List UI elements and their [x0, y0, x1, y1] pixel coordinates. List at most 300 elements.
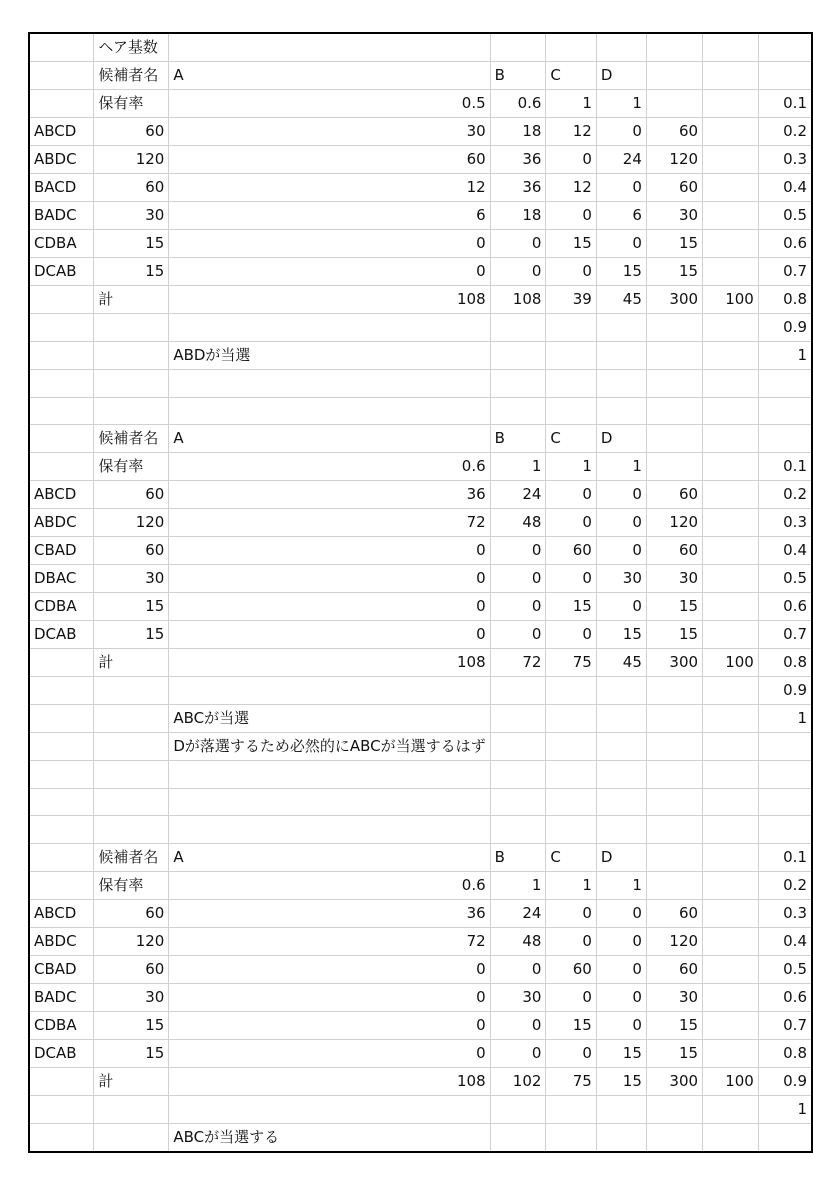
table-cell[interactable]: 60: [646, 899, 702, 927]
table-cell[interactable]: 30: [94, 202, 169, 230]
table-cell[interactable]: [29, 90, 94, 118]
table-cell[interactable]: 1: [596, 90, 646, 118]
table-cell[interactable]: 0.6: [490, 90, 546, 118]
table-cell[interactable]: 0.9: [758, 1067, 812, 1095]
table-cell[interactable]: 0: [546, 927, 596, 955]
table-cell[interactable]: 60: [94, 118, 169, 146]
table-cell[interactable]: 0.7: [758, 258, 812, 286]
table-cell[interactable]: 120: [646, 927, 702, 955]
table-cell[interactable]: [703, 342, 759, 370]
table-cell[interactable]: 0.7: [758, 621, 812, 649]
table-cell[interactable]: [29, 425, 94, 453]
table-cell[interactable]: CDBA: [29, 1011, 94, 1039]
table-cell[interactable]: [29, 1123, 94, 1152]
table-cell[interactable]: 15: [646, 1039, 702, 1067]
table-cell[interactable]: [546, 788, 596, 816]
table-cell[interactable]: 48: [490, 509, 546, 537]
table-cell[interactable]: [646, 314, 702, 342]
table-cell[interactable]: 0: [169, 1039, 490, 1067]
table-cell[interactable]: 0: [169, 1011, 490, 1039]
table-cell[interactable]: 60: [94, 537, 169, 565]
table-cell[interactable]: [758, 733, 812, 761]
table-cell[interactable]: [94, 1095, 169, 1123]
table-cell[interactable]: [703, 118, 759, 146]
table-cell[interactable]: 候補者名: [94, 425, 169, 453]
table-cell[interactable]: [94, 342, 169, 370]
table-cell[interactable]: [29, 370, 94, 398]
table-cell[interactable]: 120: [94, 509, 169, 537]
table-cell[interactable]: 0: [596, 230, 646, 258]
table-cell[interactable]: 12: [546, 174, 596, 202]
table-cell[interactable]: B: [490, 425, 546, 453]
table-cell[interactable]: 120: [646, 146, 702, 174]
table-cell[interactable]: 0.1: [758, 90, 812, 118]
table-cell[interactable]: 120: [646, 509, 702, 537]
table-cell[interactable]: 15: [546, 230, 596, 258]
table-cell[interactable]: 1: [596, 871, 646, 899]
table-cell[interactable]: [94, 816, 169, 844]
table-cell[interactable]: [94, 1123, 169, 1152]
table-cell[interactable]: 1: [758, 342, 812, 370]
table-cell[interactable]: 60: [646, 481, 702, 509]
table-cell[interactable]: [596, 761, 646, 789]
table-cell[interactable]: [703, 174, 759, 202]
table-cell[interactable]: [169, 816, 490, 844]
table-cell[interactable]: [646, 90, 702, 118]
table-cell[interactable]: [546, 761, 596, 789]
table-cell[interactable]: [29, 62, 94, 90]
table-cell[interactable]: [646, 705, 702, 733]
table-cell[interactable]: [703, 453, 759, 481]
table-cell[interactable]: 1: [546, 871, 596, 899]
table-cell[interactable]: 0: [490, 1039, 546, 1067]
table-cell[interactable]: [29, 816, 94, 844]
table-cell[interactable]: 0: [546, 146, 596, 174]
table-cell[interactable]: 0.3: [758, 899, 812, 927]
table-cell[interactable]: [703, 1011, 759, 1039]
table-cell[interactable]: 30: [490, 983, 546, 1011]
table-cell[interactable]: 0.5: [758, 955, 812, 983]
table-cell[interactable]: [703, 899, 759, 927]
table-cell[interactable]: [703, 33, 759, 62]
table-cell[interactable]: DBAC: [29, 565, 94, 593]
table-cell[interactable]: 15: [596, 1067, 646, 1095]
table-cell[interactable]: 108: [169, 649, 490, 677]
table-cell[interactable]: [490, 33, 546, 62]
table-cell[interactable]: [29, 33, 94, 62]
table-cell[interactable]: C: [546, 425, 596, 453]
table-cell[interactable]: 0: [596, 593, 646, 621]
table-cell[interactable]: 1: [490, 871, 546, 899]
table-cell[interactable]: [758, 788, 812, 816]
table-cell[interactable]: [546, 677, 596, 705]
table-cell[interactable]: 120: [94, 146, 169, 174]
table-cell[interactable]: [169, 33, 490, 62]
table-cell[interactable]: 30: [596, 565, 646, 593]
table-cell[interactable]: [703, 509, 759, 537]
table-cell[interactable]: 102: [490, 1067, 546, 1095]
table-cell[interactable]: [29, 761, 94, 789]
table-cell[interactable]: [29, 1095, 94, 1123]
table-cell[interactable]: 60: [646, 174, 702, 202]
table-cell[interactable]: 0.4: [758, 927, 812, 955]
table-cell[interactable]: [94, 733, 169, 761]
table-cell[interactable]: [703, 955, 759, 983]
table-cell[interactable]: B: [490, 843, 546, 871]
table-cell[interactable]: [646, 843, 702, 871]
table-cell[interactable]: [758, 397, 812, 425]
table-cell[interactable]: 12: [169, 174, 490, 202]
table-cell[interactable]: [758, 1123, 812, 1152]
table-cell[interactable]: [29, 677, 94, 705]
table-cell[interactable]: 12: [546, 118, 596, 146]
table-cell[interactable]: 保有率: [94, 871, 169, 899]
table-cell[interactable]: 36: [490, 174, 546, 202]
table-cell[interactable]: DCAB: [29, 258, 94, 286]
table-cell[interactable]: CBAD: [29, 955, 94, 983]
table-cell[interactable]: 0: [546, 202, 596, 230]
table-cell[interactable]: [29, 342, 94, 370]
table-cell[interactable]: 60: [94, 955, 169, 983]
table-cell[interactable]: [596, 397, 646, 425]
table-cell[interactable]: [596, 733, 646, 761]
table-cell[interactable]: C: [546, 843, 596, 871]
table-cell[interactable]: [94, 705, 169, 733]
table-cell[interactable]: 0.4: [758, 174, 812, 202]
table-cell[interactable]: ABCが当選する: [169, 1123, 490, 1152]
table-cell[interactable]: 100: [703, 1067, 759, 1095]
table-cell[interactable]: [646, 342, 702, 370]
table-cell[interactable]: A: [169, 62, 490, 90]
table-cell[interactable]: 60: [94, 899, 169, 927]
table-cell[interactable]: [490, 342, 546, 370]
table-cell[interactable]: 18: [490, 118, 546, 146]
table-cell[interactable]: [596, 1123, 646, 1152]
table-cell[interactable]: [546, 733, 596, 761]
table-cell[interactable]: [490, 370, 546, 398]
table-cell[interactable]: [490, 733, 546, 761]
table-cell[interactable]: 0.2: [758, 871, 812, 899]
table-cell[interactable]: BADC: [29, 202, 94, 230]
table-cell[interactable]: [94, 677, 169, 705]
table-cell[interactable]: [596, 33, 646, 62]
table-cell[interactable]: 1: [490, 453, 546, 481]
table-cell[interactable]: [546, 816, 596, 844]
table-cell[interactable]: [646, 1123, 702, 1152]
table-cell[interactable]: 0: [596, 983, 646, 1011]
table-cell[interactable]: 計: [94, 649, 169, 677]
table-cell[interactable]: [703, 733, 759, 761]
table-cell[interactable]: 15: [94, 258, 169, 286]
table-cell[interactable]: 60: [546, 955, 596, 983]
table-cell[interactable]: [703, 761, 759, 789]
table-cell[interactable]: ABDが当選: [169, 342, 490, 370]
table-cell[interactable]: [596, 816, 646, 844]
table-cell[interactable]: 15: [646, 258, 702, 286]
table-cell[interactable]: [546, 397, 596, 425]
table-cell[interactable]: 24: [490, 481, 546, 509]
table-cell[interactable]: ABDC: [29, 146, 94, 174]
table-cell[interactable]: [94, 761, 169, 789]
table-cell[interactable]: ABDC: [29, 509, 94, 537]
table-cell[interactable]: 0: [169, 565, 490, 593]
table-cell[interactable]: 0.1: [758, 453, 812, 481]
table-cell[interactable]: [703, 927, 759, 955]
table-cell[interactable]: [758, 370, 812, 398]
table-cell[interactable]: 0.2: [758, 118, 812, 146]
table-cell[interactable]: 120: [94, 927, 169, 955]
table-cell[interactable]: 18: [490, 202, 546, 230]
table-cell[interactable]: [546, 370, 596, 398]
table-cell[interactable]: 15: [94, 593, 169, 621]
table-cell[interactable]: 0: [169, 537, 490, 565]
table-cell[interactable]: 60: [646, 955, 702, 983]
table-cell[interactable]: 0.5: [758, 565, 812, 593]
table-cell[interactable]: 計: [94, 286, 169, 314]
table-cell[interactable]: 36: [490, 146, 546, 174]
table-cell[interactable]: 300: [646, 649, 702, 677]
table-cell[interactable]: 0: [490, 258, 546, 286]
table-cell[interactable]: [596, 342, 646, 370]
table-cell[interactable]: 15: [596, 1039, 646, 1067]
table-cell[interactable]: [29, 397, 94, 425]
table-cell[interactable]: 0: [169, 230, 490, 258]
table-cell[interactable]: 45: [596, 649, 646, 677]
table-cell[interactable]: CBAD: [29, 537, 94, 565]
table-cell[interactable]: [169, 370, 490, 398]
table-cell[interactable]: 0: [169, 621, 490, 649]
table-cell[interactable]: ABCD: [29, 899, 94, 927]
table-cell[interactable]: 6: [596, 202, 646, 230]
table-cell[interactable]: [94, 788, 169, 816]
table-cell[interactable]: [546, 1123, 596, 1152]
table-cell[interactable]: 0.8: [758, 1039, 812, 1067]
table-cell[interactable]: [703, 258, 759, 286]
table-cell[interactable]: 0: [596, 927, 646, 955]
table-cell[interactable]: 0: [490, 1011, 546, 1039]
table-cell[interactable]: BACD: [29, 174, 94, 202]
table-cell[interactable]: [703, 1123, 759, 1152]
table-cell[interactable]: A: [169, 843, 490, 871]
table-cell[interactable]: [703, 1095, 759, 1123]
table-cell[interactable]: 108: [490, 286, 546, 314]
table-cell[interactable]: 0: [169, 983, 490, 1011]
table-cell[interactable]: 75: [546, 1067, 596, 1095]
table-cell[interactable]: ABCが当選: [169, 705, 490, 733]
table-cell[interactable]: [169, 314, 490, 342]
table-cell[interactable]: [596, 677, 646, 705]
table-cell[interactable]: 0: [546, 565, 596, 593]
table-cell[interactable]: 0: [490, 955, 546, 983]
table-cell[interactable]: [490, 1123, 546, 1152]
table-cell[interactable]: D: [596, 843, 646, 871]
table-cell[interactable]: 保有率: [94, 90, 169, 118]
table-cell[interactable]: 0: [490, 230, 546, 258]
table-cell[interactable]: [758, 62, 812, 90]
table-cell[interactable]: 0.6: [169, 871, 490, 899]
table-cell[interactable]: 0: [546, 509, 596, 537]
table-cell[interactable]: [29, 788, 94, 816]
table-cell[interactable]: 0.6: [169, 453, 490, 481]
table-cell[interactable]: 300: [646, 286, 702, 314]
table-cell[interactable]: 0: [546, 983, 596, 1011]
table-cell[interactable]: 1: [758, 1095, 812, 1123]
table-cell[interactable]: [596, 314, 646, 342]
table-cell[interactable]: [490, 314, 546, 342]
table-cell[interactable]: 72: [169, 509, 490, 537]
table-cell[interactable]: 0.6: [758, 593, 812, 621]
table-cell[interactable]: [596, 705, 646, 733]
table-cell[interactable]: [29, 649, 94, 677]
table-cell[interactable]: [703, 1039, 759, 1067]
table-cell[interactable]: 45: [596, 286, 646, 314]
table-cell[interactable]: 15: [646, 593, 702, 621]
table-cell[interactable]: 1: [546, 90, 596, 118]
table-cell[interactable]: 0.3: [758, 146, 812, 174]
table-cell[interactable]: [703, 90, 759, 118]
table-cell[interactable]: 0: [169, 955, 490, 983]
table-cell[interactable]: [703, 843, 759, 871]
table-cell[interactable]: 6: [169, 202, 490, 230]
table-cell[interactable]: [490, 788, 546, 816]
table-cell[interactable]: 30: [94, 565, 169, 593]
table-cell[interactable]: 1: [596, 453, 646, 481]
table-cell[interactable]: [758, 425, 812, 453]
table-cell[interactable]: 0: [596, 118, 646, 146]
table-cell[interactable]: 0: [596, 481, 646, 509]
table-cell[interactable]: 39: [546, 286, 596, 314]
table-cell[interactable]: ヘア基数: [94, 33, 169, 62]
table-cell[interactable]: [490, 705, 546, 733]
table-cell[interactable]: [703, 397, 759, 425]
table-cell[interactable]: 0.7: [758, 1011, 812, 1039]
table-cell[interactable]: [490, 816, 546, 844]
table-cell[interactable]: D: [596, 62, 646, 90]
table-cell[interactable]: [703, 202, 759, 230]
table-cell[interactable]: [703, 565, 759, 593]
table-cell[interactable]: 0.2: [758, 481, 812, 509]
table-cell[interactable]: [703, 788, 759, 816]
table-cell[interactable]: 48: [490, 927, 546, 955]
table-cell[interactable]: [758, 816, 812, 844]
table-cell[interactable]: [646, 425, 702, 453]
table-cell[interactable]: [703, 62, 759, 90]
table-cell[interactable]: [703, 621, 759, 649]
table-cell[interactable]: [490, 677, 546, 705]
table-cell[interactable]: [596, 788, 646, 816]
table-cell[interactable]: [29, 733, 94, 761]
table-cell[interactable]: 72: [490, 649, 546, 677]
table-cell[interactable]: 0: [490, 593, 546, 621]
table-cell[interactable]: [490, 1095, 546, 1123]
table-cell[interactable]: [29, 286, 94, 314]
table-cell[interactable]: 72: [169, 927, 490, 955]
table-cell[interactable]: 0: [596, 509, 646, 537]
table-cell[interactable]: 0.3: [758, 509, 812, 537]
table-cell[interactable]: 候補者名: [94, 843, 169, 871]
table-cell[interactable]: [703, 816, 759, 844]
table-cell[interactable]: ABCD: [29, 481, 94, 509]
table-cell[interactable]: 15: [646, 621, 702, 649]
table-cell[interactable]: [546, 33, 596, 62]
table-cell[interactable]: 60: [646, 537, 702, 565]
table-cell[interactable]: 0.9: [758, 314, 812, 342]
table-cell[interactable]: [169, 761, 490, 789]
table-cell[interactable]: 0: [596, 1011, 646, 1039]
table-cell[interactable]: [169, 788, 490, 816]
table-cell[interactable]: B: [490, 62, 546, 90]
table-cell[interactable]: 0.5: [169, 90, 490, 118]
table-cell[interactable]: 0: [490, 621, 546, 649]
table-cell[interactable]: [703, 983, 759, 1011]
table-cell[interactable]: 60: [169, 146, 490, 174]
table-cell[interactable]: 60: [546, 537, 596, 565]
table-cell[interactable]: 0: [596, 899, 646, 927]
table-cell[interactable]: 30: [646, 983, 702, 1011]
table-cell[interactable]: 36: [169, 481, 490, 509]
table-cell[interactable]: 15: [646, 1011, 702, 1039]
table-cell[interactable]: [29, 871, 94, 899]
table-cell[interactable]: [490, 761, 546, 789]
table-cell[interactable]: 108: [169, 1067, 490, 1095]
table-cell[interactable]: [546, 314, 596, 342]
table-cell[interactable]: [646, 62, 702, 90]
table-cell[interactable]: [29, 705, 94, 733]
table-cell[interactable]: [29, 1067, 94, 1095]
table-cell[interactable]: [546, 705, 596, 733]
table-cell[interactable]: [646, 733, 702, 761]
table-cell[interactable]: A: [169, 425, 490, 453]
table-cell[interactable]: [646, 397, 702, 425]
table-cell[interactable]: [646, 1095, 702, 1123]
table-cell[interactable]: D: [596, 425, 646, 453]
table-cell[interactable]: [490, 397, 546, 425]
table-cell[interactable]: 0.8: [758, 649, 812, 677]
table-cell[interactable]: 60: [646, 118, 702, 146]
table-cell[interactable]: [646, 677, 702, 705]
table-cell[interactable]: 保有率: [94, 453, 169, 481]
table-cell[interactable]: 0: [546, 258, 596, 286]
table-cell[interactable]: [646, 761, 702, 789]
table-cell[interactable]: 100: [703, 649, 759, 677]
table-cell[interactable]: 0.4: [758, 537, 812, 565]
table-cell[interactable]: [646, 370, 702, 398]
table-cell[interactable]: 30: [646, 202, 702, 230]
table-cell[interactable]: 0: [546, 621, 596, 649]
table-cell[interactable]: 108: [169, 286, 490, 314]
table-cell[interactable]: 30: [94, 983, 169, 1011]
table-cell[interactable]: C: [546, 62, 596, 90]
table-cell[interactable]: 0.6: [758, 230, 812, 258]
table-cell[interactable]: [29, 314, 94, 342]
table-cell[interactable]: [703, 677, 759, 705]
table-cell[interactable]: [596, 1095, 646, 1123]
table-cell[interactable]: 36: [169, 899, 490, 927]
table-cell[interactable]: 0: [490, 537, 546, 565]
table-cell[interactable]: 0: [169, 258, 490, 286]
table-cell[interactable]: 0.1: [758, 843, 812, 871]
table-cell[interactable]: 候補者名: [94, 62, 169, 90]
table-cell[interactable]: [703, 425, 759, 453]
table-cell[interactable]: 15: [646, 230, 702, 258]
table-cell[interactable]: DCAB: [29, 621, 94, 649]
table-cell[interactable]: [94, 314, 169, 342]
table-cell[interactable]: [596, 370, 646, 398]
table-cell[interactable]: [758, 761, 812, 789]
table-cell[interactable]: 0: [546, 1039, 596, 1067]
table-cell[interactable]: [646, 453, 702, 481]
table-cell[interactable]: 0: [596, 537, 646, 565]
